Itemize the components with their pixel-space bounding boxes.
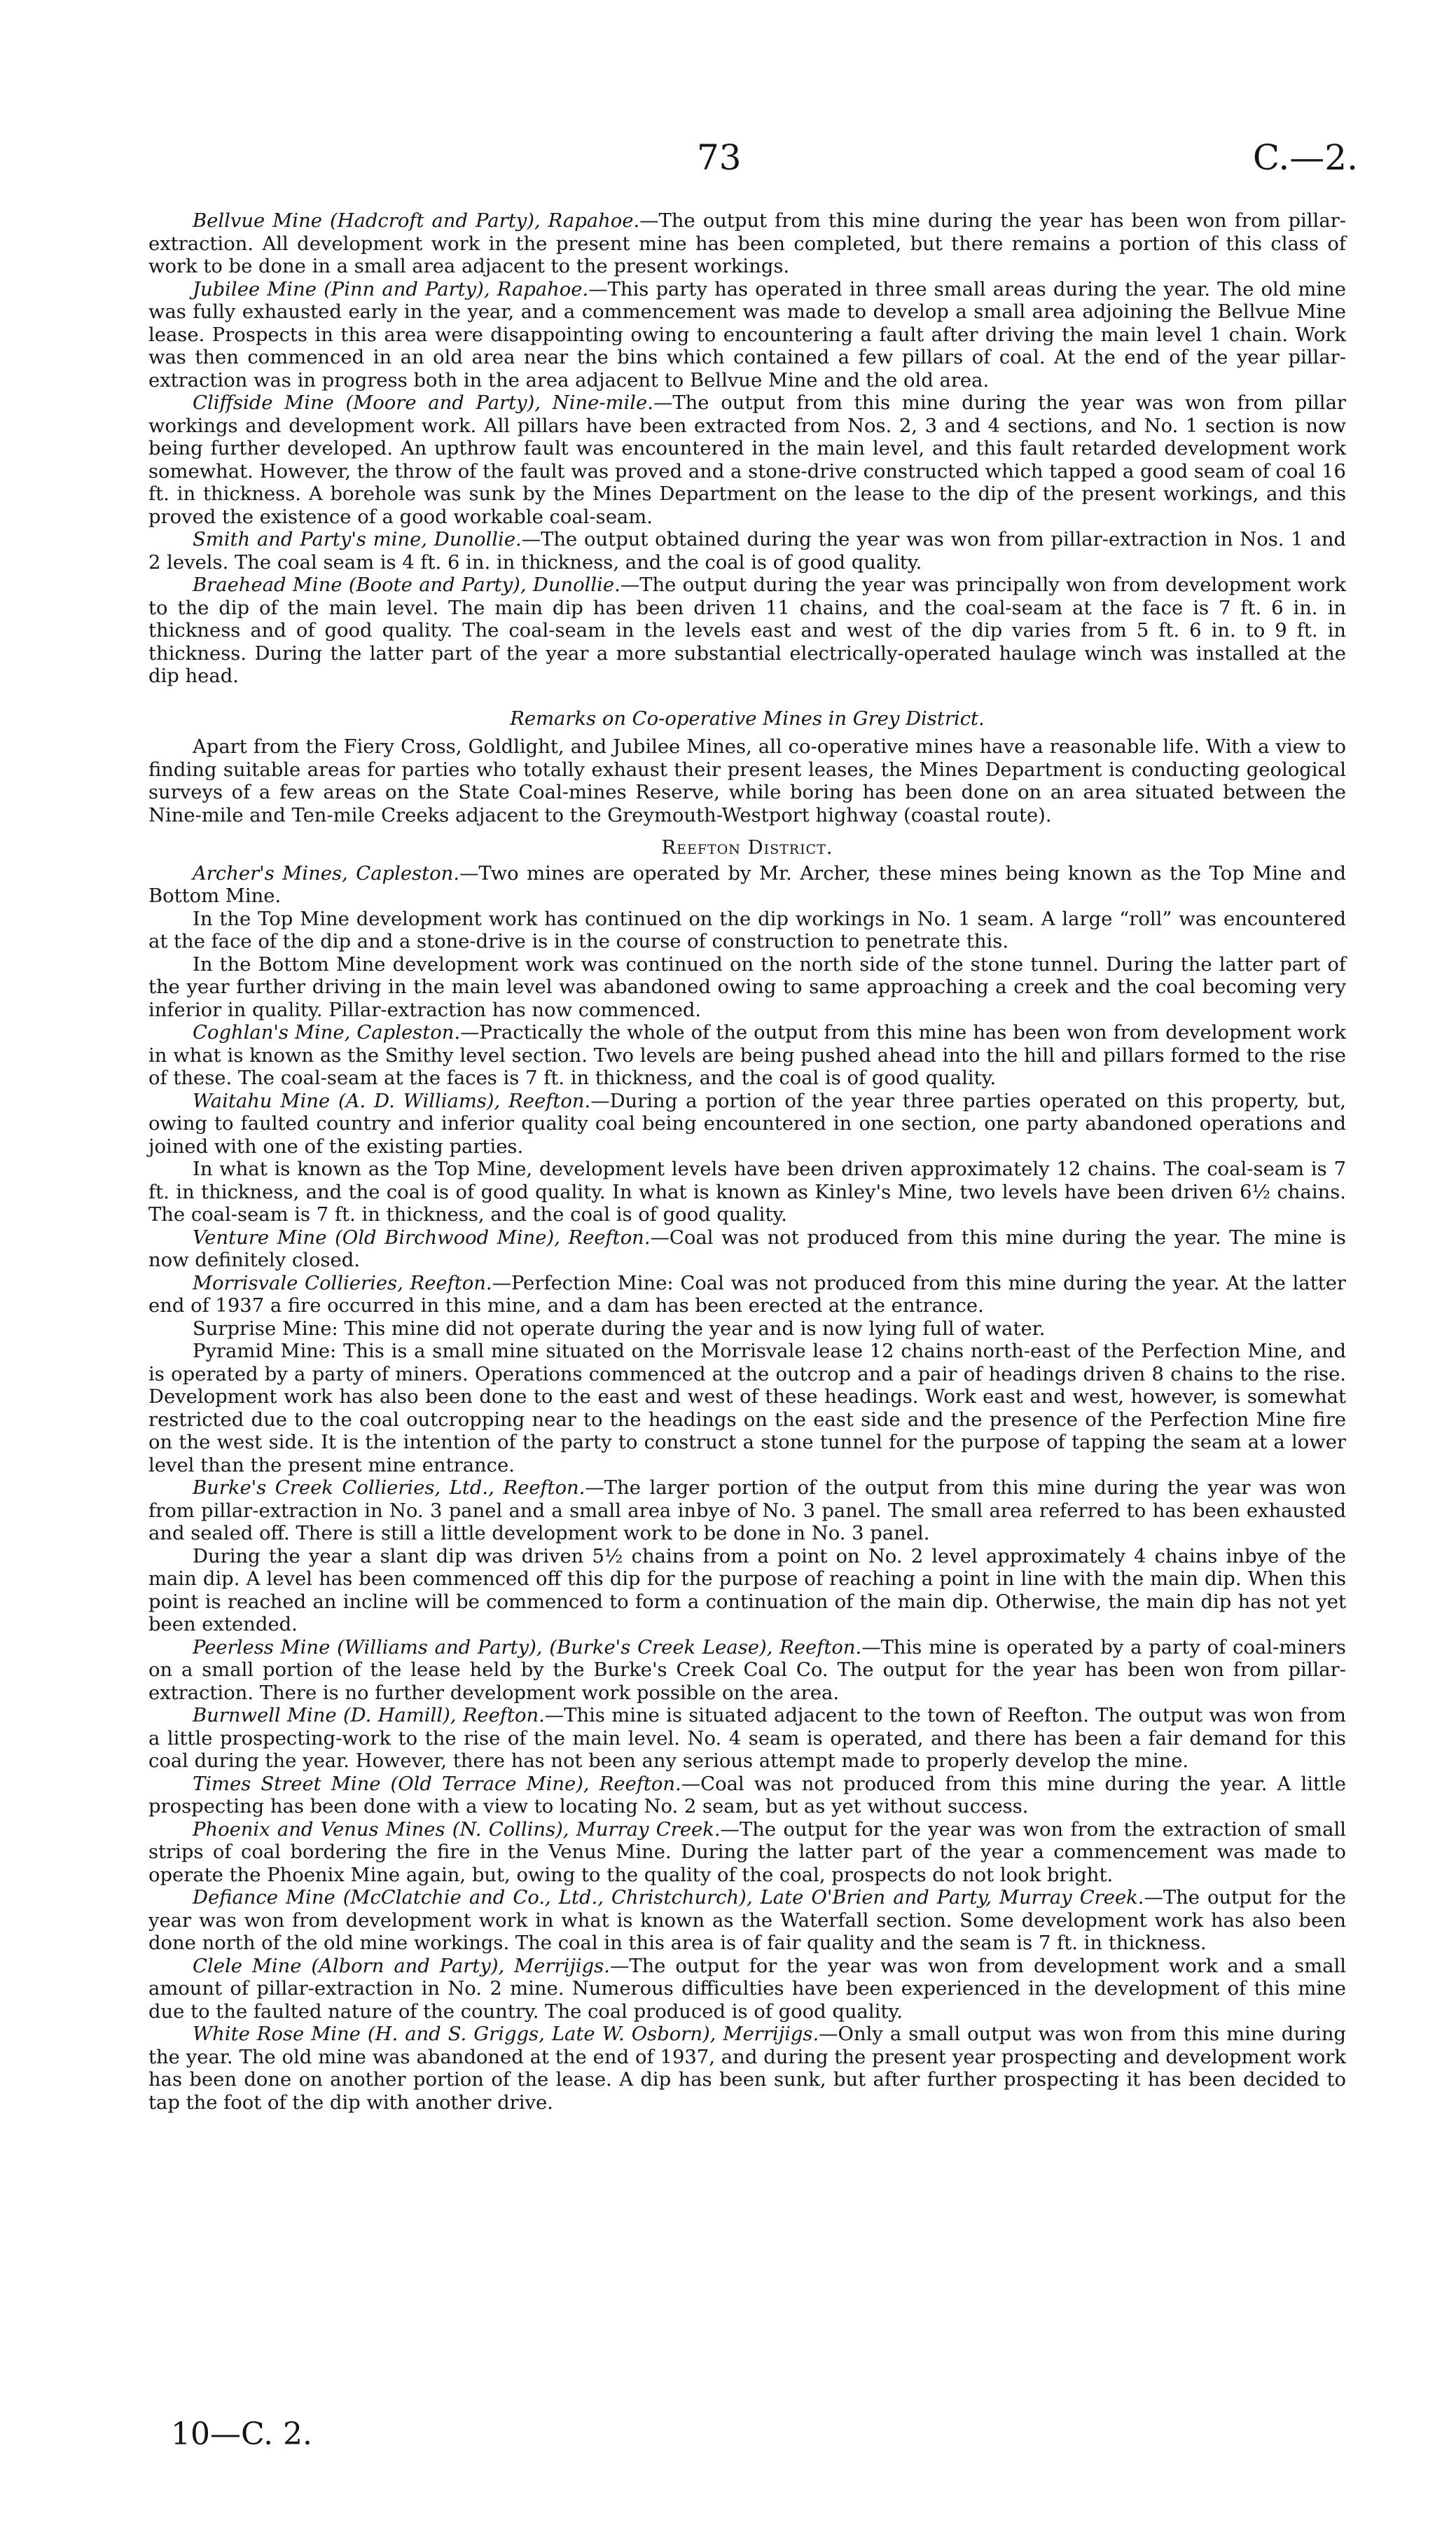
paragraph-text: —This mine is situated adjacent to the town of Reefton. The output was won from a little prospecting-work to the rise of the main level. No. 4 seam is operated, and there has been a fair demand for this coal during the year. However, there has not been any serious attempt made to properly develop the mine. [148, 1705, 1346, 1772]
paragraph-text: —Coal was not produced from this mine during the year. The mine is now definitely closed. [148, 1226, 1346, 1271]
paragraph-text: —The output for the year was won from development work and a small amount of pillar-extraction in No. 2 mine. Numerous difficulties have been experienced in the development of this mine due to the faulted nature of the country. The coal produced is of good quality. [148, 1955, 1347, 2023]
paragraph-text: —The output during the year was principally won from development work to the dip of the main level. The main dip has been driven 11 chains, and the coal-seam at the face is 7 ft. 6 in. in thickness and of good quality. The coal-seam in the levels east and west of the dip varies from 5 ft. 6 in. to 9 ft. in thickness. During the latter part of the year a more substantial electrically-operated haulage winch was installed at the dip head. [148, 574, 1347, 687]
paragraph [148, 1158, 1346, 1227]
mine-title: Smith and Party's mine, Dunollie. [193, 529, 522, 551]
mine-title: Venture Mine (Old Birchwood Mine), Reefton. [193, 1226, 651, 1249]
paragraph [148, 1773, 1346, 1819]
paragraph-text: Surprise Mine: This mine did not operate during the year and is now lying full of water. [193, 1317, 1046, 1340]
paragraph-text: —Only a small output was won from this mine during the year. The old mine was abandoned at the end of 1937, and during the present year prospecting and development work has been done on another portion of the lease. A dip has been sunk, but after further prospecting it has been decided to tap the foot of the dip with another drive. [148, 2023, 1346, 2114]
mine-title: Clele Mine (Alborn and Party), Merrijigs. [193, 1955, 610, 1977]
document-body [148, 210, 1346, 2114]
paragraph [148, 1090, 1346, 1159]
paragraph [148, 1318, 1346, 1341]
paragraph [148, 908, 1346, 954]
mine-title: White Rose Mine (H. and S. Griggs, Late W. Osborn), Merrijigs. [193, 2023, 819, 2045]
paragraph-text: —This mine is operated by a party of coal-miners on a small portion of the lease held by the Burke's Creek Coal Co. The output for the year has been won from pillar-extraction. There is no further development work possible on the area. [148, 1636, 1346, 1704]
mine-title: Jubilee Mine (Pinn and Party), Rapahoe. [193, 278, 589, 300]
mine-title: Waitahu Mine (A. D. Williams), Reefton. [193, 1090, 591, 1112]
paragraph-text: In the Top Mine development work has continued on the dip workings in No. 1 seam. A large “roll” was encountered at the face of the dip and a stone-drive is in the course of construction to penetrate this. [148, 908, 1346, 953]
paragraph [148, 1477, 1346, 1546]
paragraph: Apart from the Fiery Cross, Goldlight, and Jubilee Mines, all co-operative mines have a reasonable life. With a view to finding suitable areas for parties who totally exhaust their present leases, the Mines Department is conducting geological surveys of a few areas on the State Coal-mines Reserve, while boring has been done on an area situated between the Nine-mile and Ten-mile Creeks adjacent to the Greymouth-Westport highway (coastal route). [148, 736, 1346, 826]
paragraph-text: —This party has operated in three small areas during the year. The old mine was fully exhausted early in the year, and a commencement was made to develop a small area adjoining the Bellvue Mine lease. Prospects in this area were disappointing owing to encountering a fault after driving the main level 1 chain. Work was then commenced in an old area near the bins which contained a few pillars of coal. At the end of the year pillar-extraction was in progress both in the area adjacent to Bellvue Mine and the old area. [148, 278, 1347, 392]
paragraph [148, 392, 1346, 529]
paragraph-text: —The output from this mine during the year was won from pillar workings and development work. All pillars have been extracted from Nos. 2, 3 and 4 sections, and No. 1 section is now being further developed. An upthrow fault was encountered in the main level, and this fault retarded development work somewhat. However, the throw of the fault was proved and a stone-drive constructed which tapped a good seam of coal 16 ft. in thickness. A borehole was sunk by the Mines Department on the lease to the dip of the present workings, and this proved the existence of a good workable coal-seam. [148, 392, 1346, 528]
paragraph [148, 1819, 1346, 1888]
document-reference: C.—2. [1252, 137, 1358, 178]
paragraph-text: In the Bottom Mine development work was continued on the north side of the stone tunnel. During the latter part of the year further driving in the main level was abandoned owing to same approaching a creek and the coal becoming very inferior in quality. Pillar-extraction has now commenced. [148, 953, 1346, 1021]
mine-title: Burnwell Mine (D. Hamill), Reefton. [193, 1705, 545, 1726]
paragraph-text: —The output for the year was won from the extraction of small strips of coal bordering the fire in the Venus Mine. During the latter part of the year a commencement was made to operate the Phoenix Mine again, but, owing to the quality of the coal, prospects do not look bright. [148, 1818, 1346, 1886]
paragraph [148, 1705, 1346, 1773]
paragraph-text: —Perfection Mine: Coal was not produced from this mine during the year. At the latter end of 1937 a fire occurred in this mine, and a dam has been erected at the entrance. [148, 1272, 1346, 1317]
paragraph [148, 1546, 1346, 1637]
reefton-paragraphs [148, 863, 1346, 2115]
paragraph-text: During the year a slant dip was driven 5½ chains from a point on No. 2 level approximately 4 chains inbye of the main dip. A level has been commenced off this dip for the purpose of reaching a point in line with the main dip. When this point is reached an incline will be commenced to form a continuation of the main dip. Otherwise, the main dip has not yet been extended. [148, 1545, 1346, 1635]
paragraph-text: —Coal was not produced from this mine during the year. A little prospecting has been done with a view to locating No. 2 seam, but as yet without success. [148, 1773, 1346, 1817]
paragraph [148, 210, 1346, 279]
mine-title: Defiance Mine (McClatchie and Co., Ltd., Christchurch), Late O'Brien and Party, Murray Creek. [193, 1887, 1144, 1909]
section-heading-coop: Remarks on Co-operative Mines in Grey District. [510, 707, 985, 730]
paragraph [148, 529, 1346, 574]
paragraph-text: —During a portion of the year three parties operated on this property, but, owing to faulted country and inferior quality coal being encountered in one section, one party abandoned operations and joined with one of the existing parties. [148, 1090, 1346, 1158]
mine-title: Phoenix and Venus Mines (N. Collins), Murray Creek. [193, 1818, 721, 1841]
section-heading-reefton: Reefton District. [661, 837, 833, 859]
paragraph-text: Pyramid Mine: This is a small mine situated on the Morrisvale lease 12 chains north-east of the Perfection Mine, and is operated by a party of miners. Operations commenced at the outcrop and a pair of headings driven 8 chains to the rise. Development work has also been done to the east and west of these headings. Work east and west, however, is somewhat restricted due to the coal outcropping near to the headings on the east side and the presence of the Perfection Mine fire on the west side. It is the intention of the party to construct a stone tunnel for the purpose of tapping the seam at a lower level than the present mine entrance. [148, 1341, 1346, 1476]
mine-title: Times Street Mine (Old Terrace Mine), Reefton. [193, 1773, 681, 1795]
paragraph [148, 1887, 1346, 1955]
page-footer-signature: 10—C. 2. [171, 2416, 313, 2452]
mine-title: Bellvue Mine (Hadcroft and Party), Rapahoe. [193, 210, 640, 232]
paragraph [148, 1273, 1346, 1318]
page-number: 73 [697, 137, 742, 178]
paragraph-text: —The larger portion of the output from this mine during the year was won from pillar-extraction in No. 3 panel and a small area inbye of No. 3 panel. The small area referred to has been exhausted and sealed off. There is still a little development work to be done in No. 3 panel. [148, 1477, 1346, 1544]
paragraph [148, 1022, 1346, 1090]
mine-title: Cliffside Mine (Moore and Party), Nine-mile. [193, 392, 653, 414]
paragraph [148, 1341, 1346, 1477]
mine-title: Morrisvale Collieries, Reefton. [193, 1272, 492, 1294]
paragraph [148, 1637, 1346, 1705]
mine-title: Braehead Mine (Boote and Party), Dunollie. [193, 574, 620, 596]
paragraph [148, 863, 1346, 908]
paragraph [148, 574, 1346, 688]
mine-title: Coghlan's Mine, Capleston. [193, 1022, 461, 1044]
mine-title: Burke's Creek Collieries, Ltd., Reefton. [193, 1477, 585, 1499]
mine-title: Peerless Mine (Williams and Party), (Burke's Creek Lease), Reefton. [193, 1636, 862, 1659]
paragraph [148, 1955, 1346, 2024]
mine-title: Archer's Mines, Capleston. [193, 862, 459, 885]
paragraph-text: —The output obtained during the year was won from pillar-extraction in Nos. 1 and 2 levels. The coal seam is 4 ft. 6 in. in thickness, and the coal is of good quality. [148, 529, 1347, 574]
paragraph [148, 954, 1346, 1023]
paragraph [148, 2023, 1346, 2114]
paragraph [148, 1227, 1346, 1273]
paragraph-text: —The output for the year was won from development work in what is known as the Waterfall section. Some development work has also been done north of the old mine workings. The coal in this area is of fair quality and the seam is 7 ft. in thickness. [148, 1887, 1346, 1954]
paragraph-text: —Two mines are operated by Mr. Archer, these mines being known as the Top Mine and Bottom Mine. [148, 862, 1346, 907]
paragraph-text: —The output from this mine during the year has been won from pillar-extraction. All development work in the present mine has been completed, but there remains a portion of this class of work to be done in a small area adjacent to the present workings. [148, 210, 1346, 277]
page-header [0, 137, 1456, 186]
paragraph-text: In what is known as the Top Mine, development levels have been driven approximately 12 chains. The coal-seam is 7 ft. in thickness, and the coal is of good quality. In what is known as Kinley's Mine, two levels have been driven 6½ chains. The coal-seam is 7 ft. in thickness, and the coal is of good quality. [148, 1158, 1346, 1226]
paragraph [148, 279, 1346, 393]
paragraph-text: —Practically the whole of the output from this mine has been won from development work in what is known as the Smithy level section. Two levels are being pushed ahead into the hill and pillars formed to the rise of these. The coal-seam at the faces is 7 ft. in thickness, and the coal is of good quality. [148, 1022, 1346, 1089]
